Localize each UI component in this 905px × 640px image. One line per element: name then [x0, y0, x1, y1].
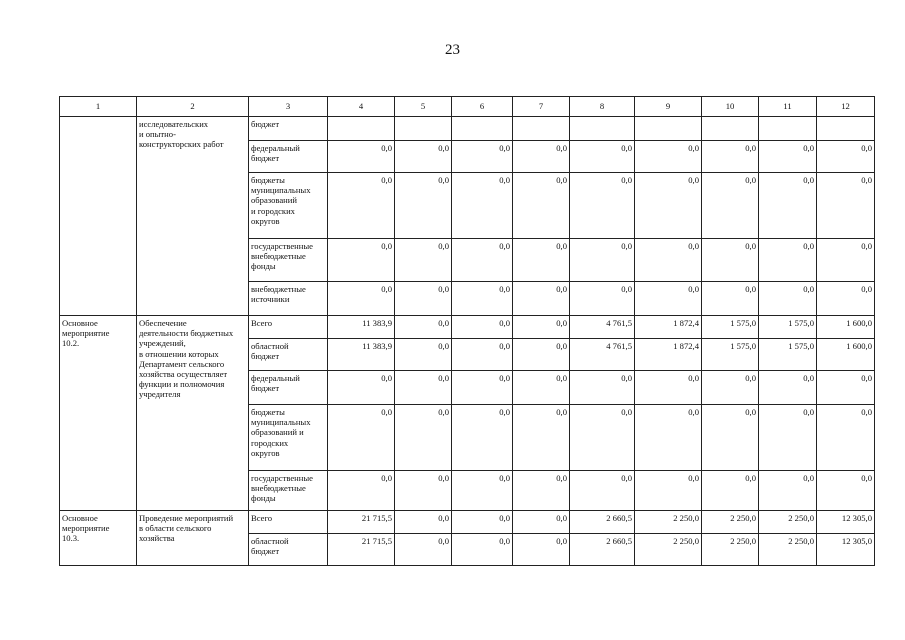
column-header: 6 — [452, 97, 513, 117]
value-cell: 0,0 — [395, 239, 452, 282]
table-row — [60, 316, 875, 339]
activity-name-cell: Обеспечение деятельности бюджетных учреждений, в отношении которых Департамент сельского хозяйства осуществляет функции и полномочия учредителя — [137, 316, 249, 511]
value-cell: 21 715,5 — [328, 511, 395, 534]
value-cell: 2 250,0 — [635, 534, 702, 566]
value-cell: 0,0 — [635, 239, 702, 282]
value-cell — [452, 117, 513, 141]
value-cell: 0,0 — [328, 239, 395, 282]
value-cell: 0,0 — [759, 405, 817, 471]
value-cell: 2 660,5 — [570, 511, 635, 534]
table-row — [60, 117, 875, 141]
value-cell: 0,0 — [513, 339, 570, 371]
value-cell: 2 250,0 — [635, 511, 702, 534]
value-cell — [570, 117, 635, 141]
funding-source-cell: бюджеты муниципальных образований и городских округов — [249, 405, 328, 471]
value-cell: 1 872,4 — [635, 339, 702, 371]
value-cell: 0,0 — [817, 239, 875, 282]
value-cell: 0,0 — [513, 141, 570, 173]
value-cell: 0,0 — [513, 239, 570, 282]
value-cell: 11 383,9 — [328, 339, 395, 371]
funding-source-cell: Всего — [249, 316, 328, 339]
value-cell: 1 872,4 — [635, 316, 702, 339]
value-cell: 0,0 — [702, 405, 759, 471]
value-cell: 0,0 — [395, 282, 452, 316]
value-cell: 0,0 — [513, 173, 570, 239]
value-cell: 21 715,5 — [328, 534, 395, 566]
value-cell — [702, 117, 759, 141]
activity-code-cell — [60, 117, 137, 316]
activity-name-cell: исследовательских и опытно- конструкторских работ — [137, 117, 249, 316]
funding-source-cell: федеральный бюджет — [249, 371, 328, 405]
value-cell: 0,0 — [452, 141, 513, 173]
page-number: 23 — [445, 42, 460, 58]
value-cell: 0,0 — [328, 141, 395, 173]
activity-code-cell: Основное мероприятие 10.2. — [60, 316, 137, 511]
value-cell: 0,0 — [570, 141, 635, 173]
funding-source-cell: бюджеты муниципальных образований и городских округов — [249, 173, 328, 239]
value-cell: 0,0 — [513, 371, 570, 405]
value-cell: 0,0 — [702, 371, 759, 405]
column-header: 5 — [395, 97, 452, 117]
value-cell: 0,0 — [635, 471, 702, 511]
value-cell: 0,0 — [328, 405, 395, 471]
value-cell: 0,0 — [395, 534, 452, 566]
value-cell: 0,0 — [452, 239, 513, 282]
header-row — [60, 97, 875, 117]
value-cell — [513, 117, 570, 141]
value-cell: 0,0 — [570, 282, 635, 316]
value-cell: 0,0 — [452, 471, 513, 511]
value-cell — [328, 117, 395, 141]
value-cell: 0,0 — [570, 173, 635, 239]
funding-source-cell: внебюджетные источники — [249, 282, 328, 316]
funding-source-cell: областной бюджет — [249, 534, 328, 566]
value-cell: 0,0 — [570, 405, 635, 471]
value-cell: 0,0 — [570, 239, 635, 282]
value-cell: 0,0 — [452, 282, 513, 316]
value-cell: 0,0 — [395, 141, 452, 173]
value-cell: 0,0 — [395, 471, 452, 511]
value-cell: 0,0 — [817, 141, 875, 173]
value-cell: 2 250,0 — [702, 511, 759, 534]
value-cell: 0,0 — [395, 316, 452, 339]
value-cell: 0,0 — [759, 471, 817, 511]
value-cell: 0,0 — [513, 511, 570, 534]
value-cell: 0,0 — [452, 511, 513, 534]
value-cell: 0,0 — [328, 371, 395, 405]
value-cell: 0,0 — [817, 471, 875, 511]
funding-source-cell: областной бюджет — [249, 339, 328, 371]
value-cell: 0,0 — [328, 282, 395, 316]
value-cell: 1 575,0 — [702, 339, 759, 371]
column-header: 1 — [60, 97, 137, 117]
funding-source-cell: бюджет — [249, 117, 328, 141]
column-header: 11 — [759, 97, 817, 117]
value-cell: 0,0 — [570, 471, 635, 511]
value-cell: 0,0 — [452, 371, 513, 405]
value-cell: 0,0 — [452, 173, 513, 239]
value-cell: 0,0 — [513, 282, 570, 316]
value-cell: 0,0 — [817, 371, 875, 405]
value-cell: 2 250,0 — [759, 511, 817, 534]
value-cell: 0,0 — [817, 282, 875, 316]
value-cell: 0,0 — [702, 239, 759, 282]
value-cell: 0,0 — [759, 239, 817, 282]
value-cell: 2 250,0 — [702, 534, 759, 566]
value-cell: 0,0 — [759, 173, 817, 239]
value-cell — [635, 117, 702, 141]
value-cell: 4 761,5 — [570, 316, 635, 339]
value-cell: 11 383,9 — [328, 316, 395, 339]
value-cell: 0,0 — [328, 471, 395, 511]
value-cell: 2 660,5 — [570, 534, 635, 566]
value-cell: 0,0 — [635, 282, 702, 316]
value-cell: 0,0 — [759, 141, 817, 173]
value-cell: 0,0 — [635, 371, 702, 405]
value-cell: 0,0 — [452, 534, 513, 566]
budget-table — [59, 96, 875, 566]
value-cell: 0,0 — [452, 339, 513, 371]
value-cell: 1 600,0 — [817, 339, 875, 371]
funding-source-cell: федеральный бюджет — [249, 141, 328, 173]
funding-source-cell: Всего — [249, 511, 328, 534]
value-cell: 1 600,0 — [817, 316, 875, 339]
table-row — [60, 511, 875, 534]
value-cell: 0,0 — [702, 173, 759, 239]
column-header: 2 — [137, 97, 249, 117]
value-cell: 0,0 — [759, 371, 817, 405]
column-header: 12 — [817, 97, 875, 117]
value-cell: 0,0 — [395, 405, 452, 471]
column-header: 8 — [570, 97, 635, 117]
value-cell: 0,0 — [513, 316, 570, 339]
value-cell — [395, 117, 452, 141]
value-cell — [759, 117, 817, 141]
value-cell: 0,0 — [395, 511, 452, 534]
value-cell: 0,0 — [570, 371, 635, 405]
value-cell: 0,0 — [452, 405, 513, 471]
value-cell: 1 575,0 — [702, 316, 759, 339]
value-cell: 0,0 — [635, 405, 702, 471]
value-cell: 1 575,0 — [759, 339, 817, 371]
value-cell: 0,0 — [635, 173, 702, 239]
value-cell: 0,0 — [702, 282, 759, 316]
value-cell: 0,0 — [759, 282, 817, 316]
value-cell: 0,0 — [513, 471, 570, 511]
value-cell: 0,0 — [513, 534, 570, 566]
value-cell: 0,0 — [328, 173, 395, 239]
value-cell: 0,0 — [395, 371, 452, 405]
value-cell: 0,0 — [395, 339, 452, 371]
column-header: 10 — [702, 97, 759, 117]
activity-name-cell: Проведение мероприятий в области сельского хозяйства — [137, 511, 249, 566]
value-cell: 1 575,0 — [759, 316, 817, 339]
value-cell: 4 761,5 — [570, 339, 635, 371]
value-cell: 0,0 — [817, 173, 875, 239]
value-cell: 0,0 — [513, 405, 570, 471]
column-header: 4 — [328, 97, 395, 117]
value-cell: 2 250,0 — [759, 534, 817, 566]
value-cell: 0,0 — [635, 141, 702, 173]
activity-code-cell: Основное мероприятие 10.3. — [60, 511, 137, 566]
value-cell: 12 305,0 — [817, 511, 875, 534]
column-header: 9 — [635, 97, 702, 117]
value-cell: 0,0 — [452, 316, 513, 339]
value-cell: 0,0 — [395, 173, 452, 239]
value-cell — [817, 117, 875, 141]
column-header: 3 — [249, 97, 328, 117]
funding-source-cell: государственные внебюджетные фонды — [249, 239, 328, 282]
value-cell: 0,0 — [702, 471, 759, 511]
value-cell: 0,0 — [702, 141, 759, 173]
value-cell: 12 305,0 — [817, 534, 875, 566]
funding-source-cell: государственные внебюджетные фонды — [249, 471, 328, 511]
column-header: 7 — [513, 97, 570, 117]
value-cell: 0,0 — [817, 405, 875, 471]
